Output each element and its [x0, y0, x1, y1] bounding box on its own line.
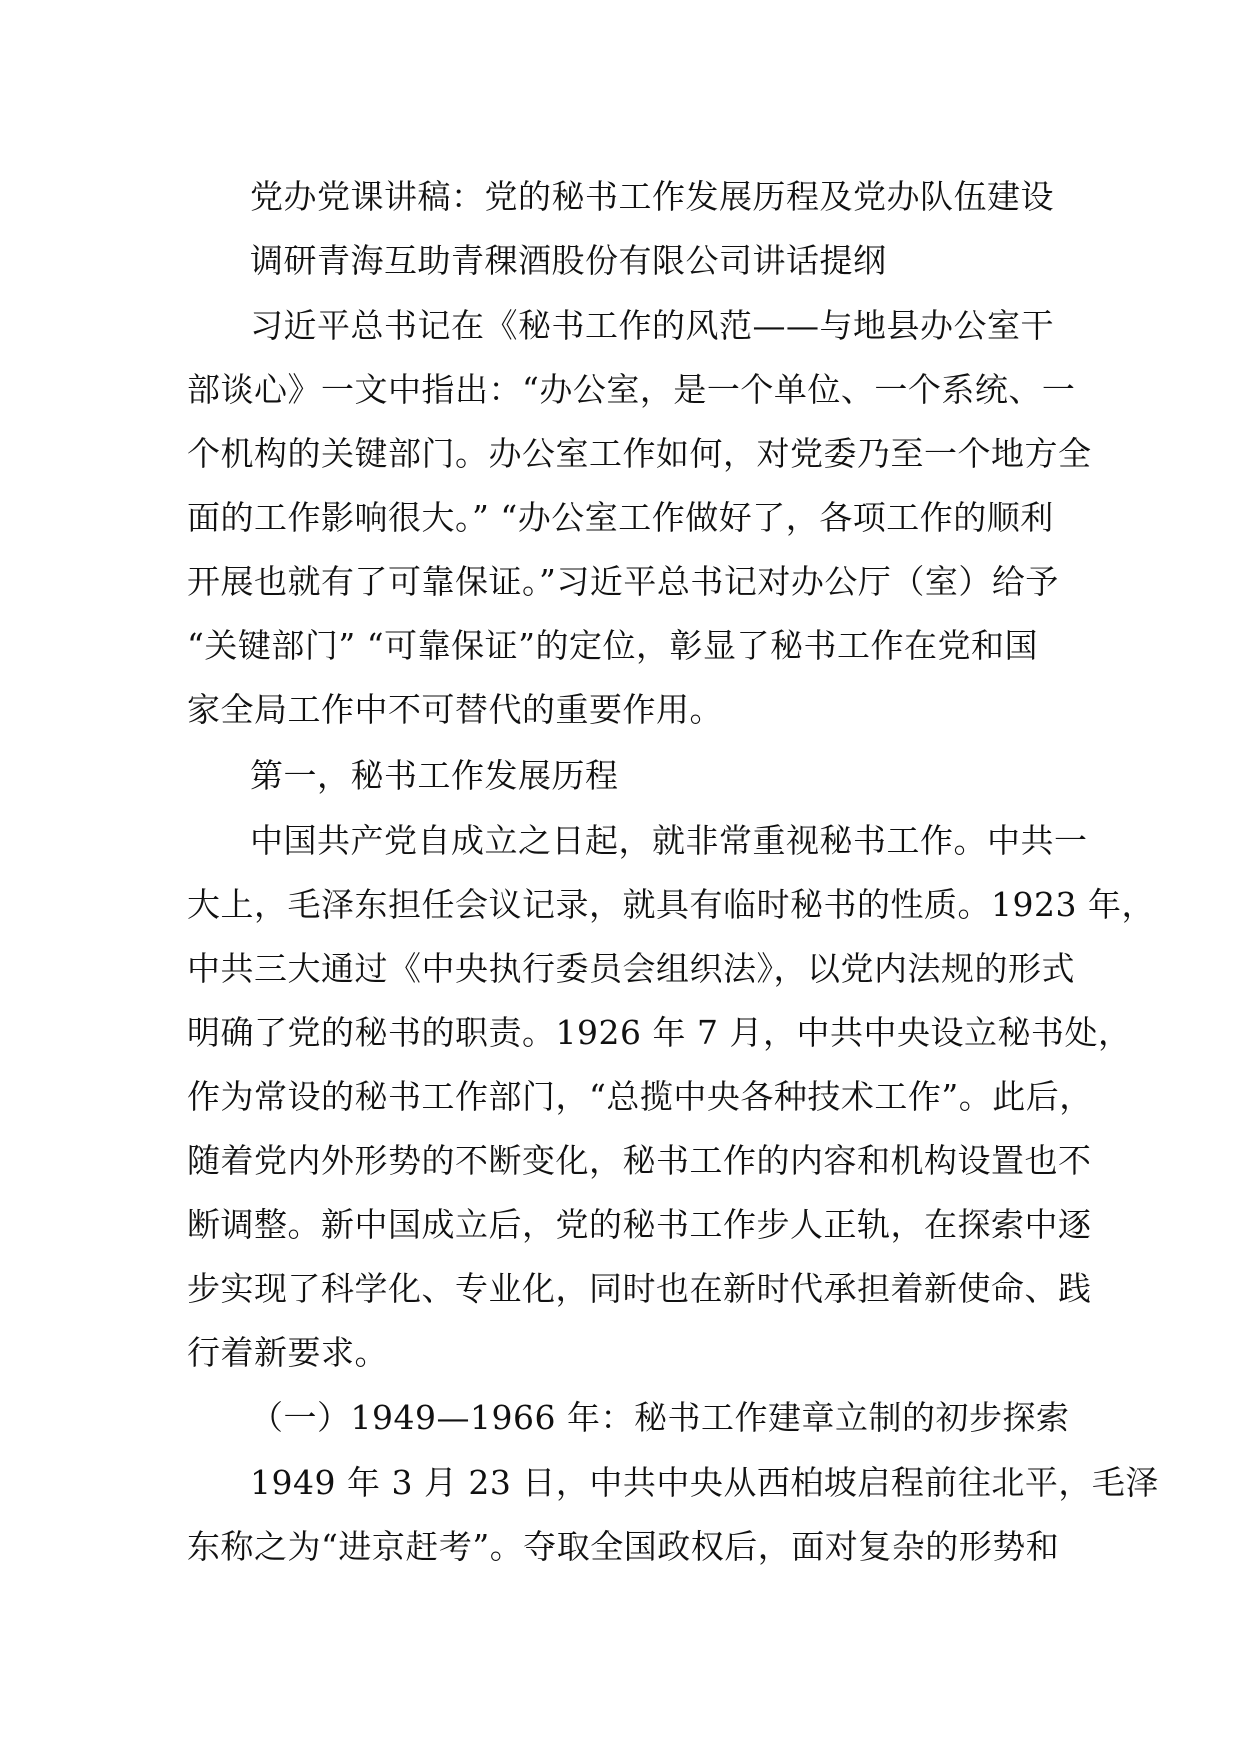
paragraph-line: 1949 年 3 月 23 日，中共中央从西柏坡启程前往北平，毛泽 [250, 1463, 1159, 1502]
paragraph-line: 个机构的关键部门。办公室工作如何，对党委乃至一个地方全 [187, 434, 1092, 473]
paragraph-line: 家全局工作中不可替代的重要作用。 [187, 690, 723, 729]
paragraph-line: 习近平总书记在《秘书工作的风范——与地县办公室干 [250, 306, 1054, 345]
paragraph-line: 步实现了科学化、专业化，同时也在新时代承担着新使命、践 [187, 1269, 1092, 1308]
paragraph-line: 中国共产党自成立之日起，就非常重视秘书工作。中共一 [250, 821, 1088, 860]
paragraph-line: 随着党内外形势的不断变化，秘书工作的内容和机构设置也不 [187, 1141, 1092, 1180]
paragraph-line: 大上，毛泽东担任会议记录，就具有临时秘书的性质。1923 年， [187, 885, 1155, 924]
paragraph-line: 部谈心》一文中指出：“办公室，是一个单位、一个系统、一 [187, 370, 1076, 409]
section-heading: 第一，秘书工作发展历程 [250, 756, 619, 795]
document-title: 党办党课讲稿：党的秘书工作发展历程及党办队伍建设 [250, 177, 1054, 216]
paragraph-line: 明确了党的秘书的职责。1926 年 7 月，中共中央设立秘书处， [187, 1013, 1132, 1052]
paragraph-line: 行着新要求。 [187, 1333, 388, 1372]
document-subtitle: 调研青海互助青稞酒股份有限公司讲话提纲 [250, 241, 887, 280]
paragraph-line: 面的工作影响很大。” “办公室工作做好了，各项工作的顺利 [187, 498, 1054, 537]
paragraph-line: “关键部门” “可靠保证”的定位，彰显了秘书工作在党和国 [187, 626, 1038, 665]
paragraph-line: 中共三大通过《中央执行委员会组织法》，以党内法规的形式 [187, 949, 1075, 988]
paragraph-line: 东称之为“进京赶考”。夺取全国政权后，面对复杂的形势和 [187, 1527, 1060, 1566]
paragraph-line: 作为常设的秘书工作部门，“总揽中央各种技术工作”。此后， [187, 1077, 1093, 1116]
paragraph-line: 断调整。新中国成立后，党的秘书工作步人正轨，在探索中逐 [187, 1205, 1092, 1244]
subsection-heading: （一）1949—1966 年：秘书工作建章立制的初步探索 [250, 1398, 1070, 1437]
paragraph-line: 开展也就有了可靠保证。”习近平总书记对办公厅（室）给予 [187, 562, 1059, 601]
